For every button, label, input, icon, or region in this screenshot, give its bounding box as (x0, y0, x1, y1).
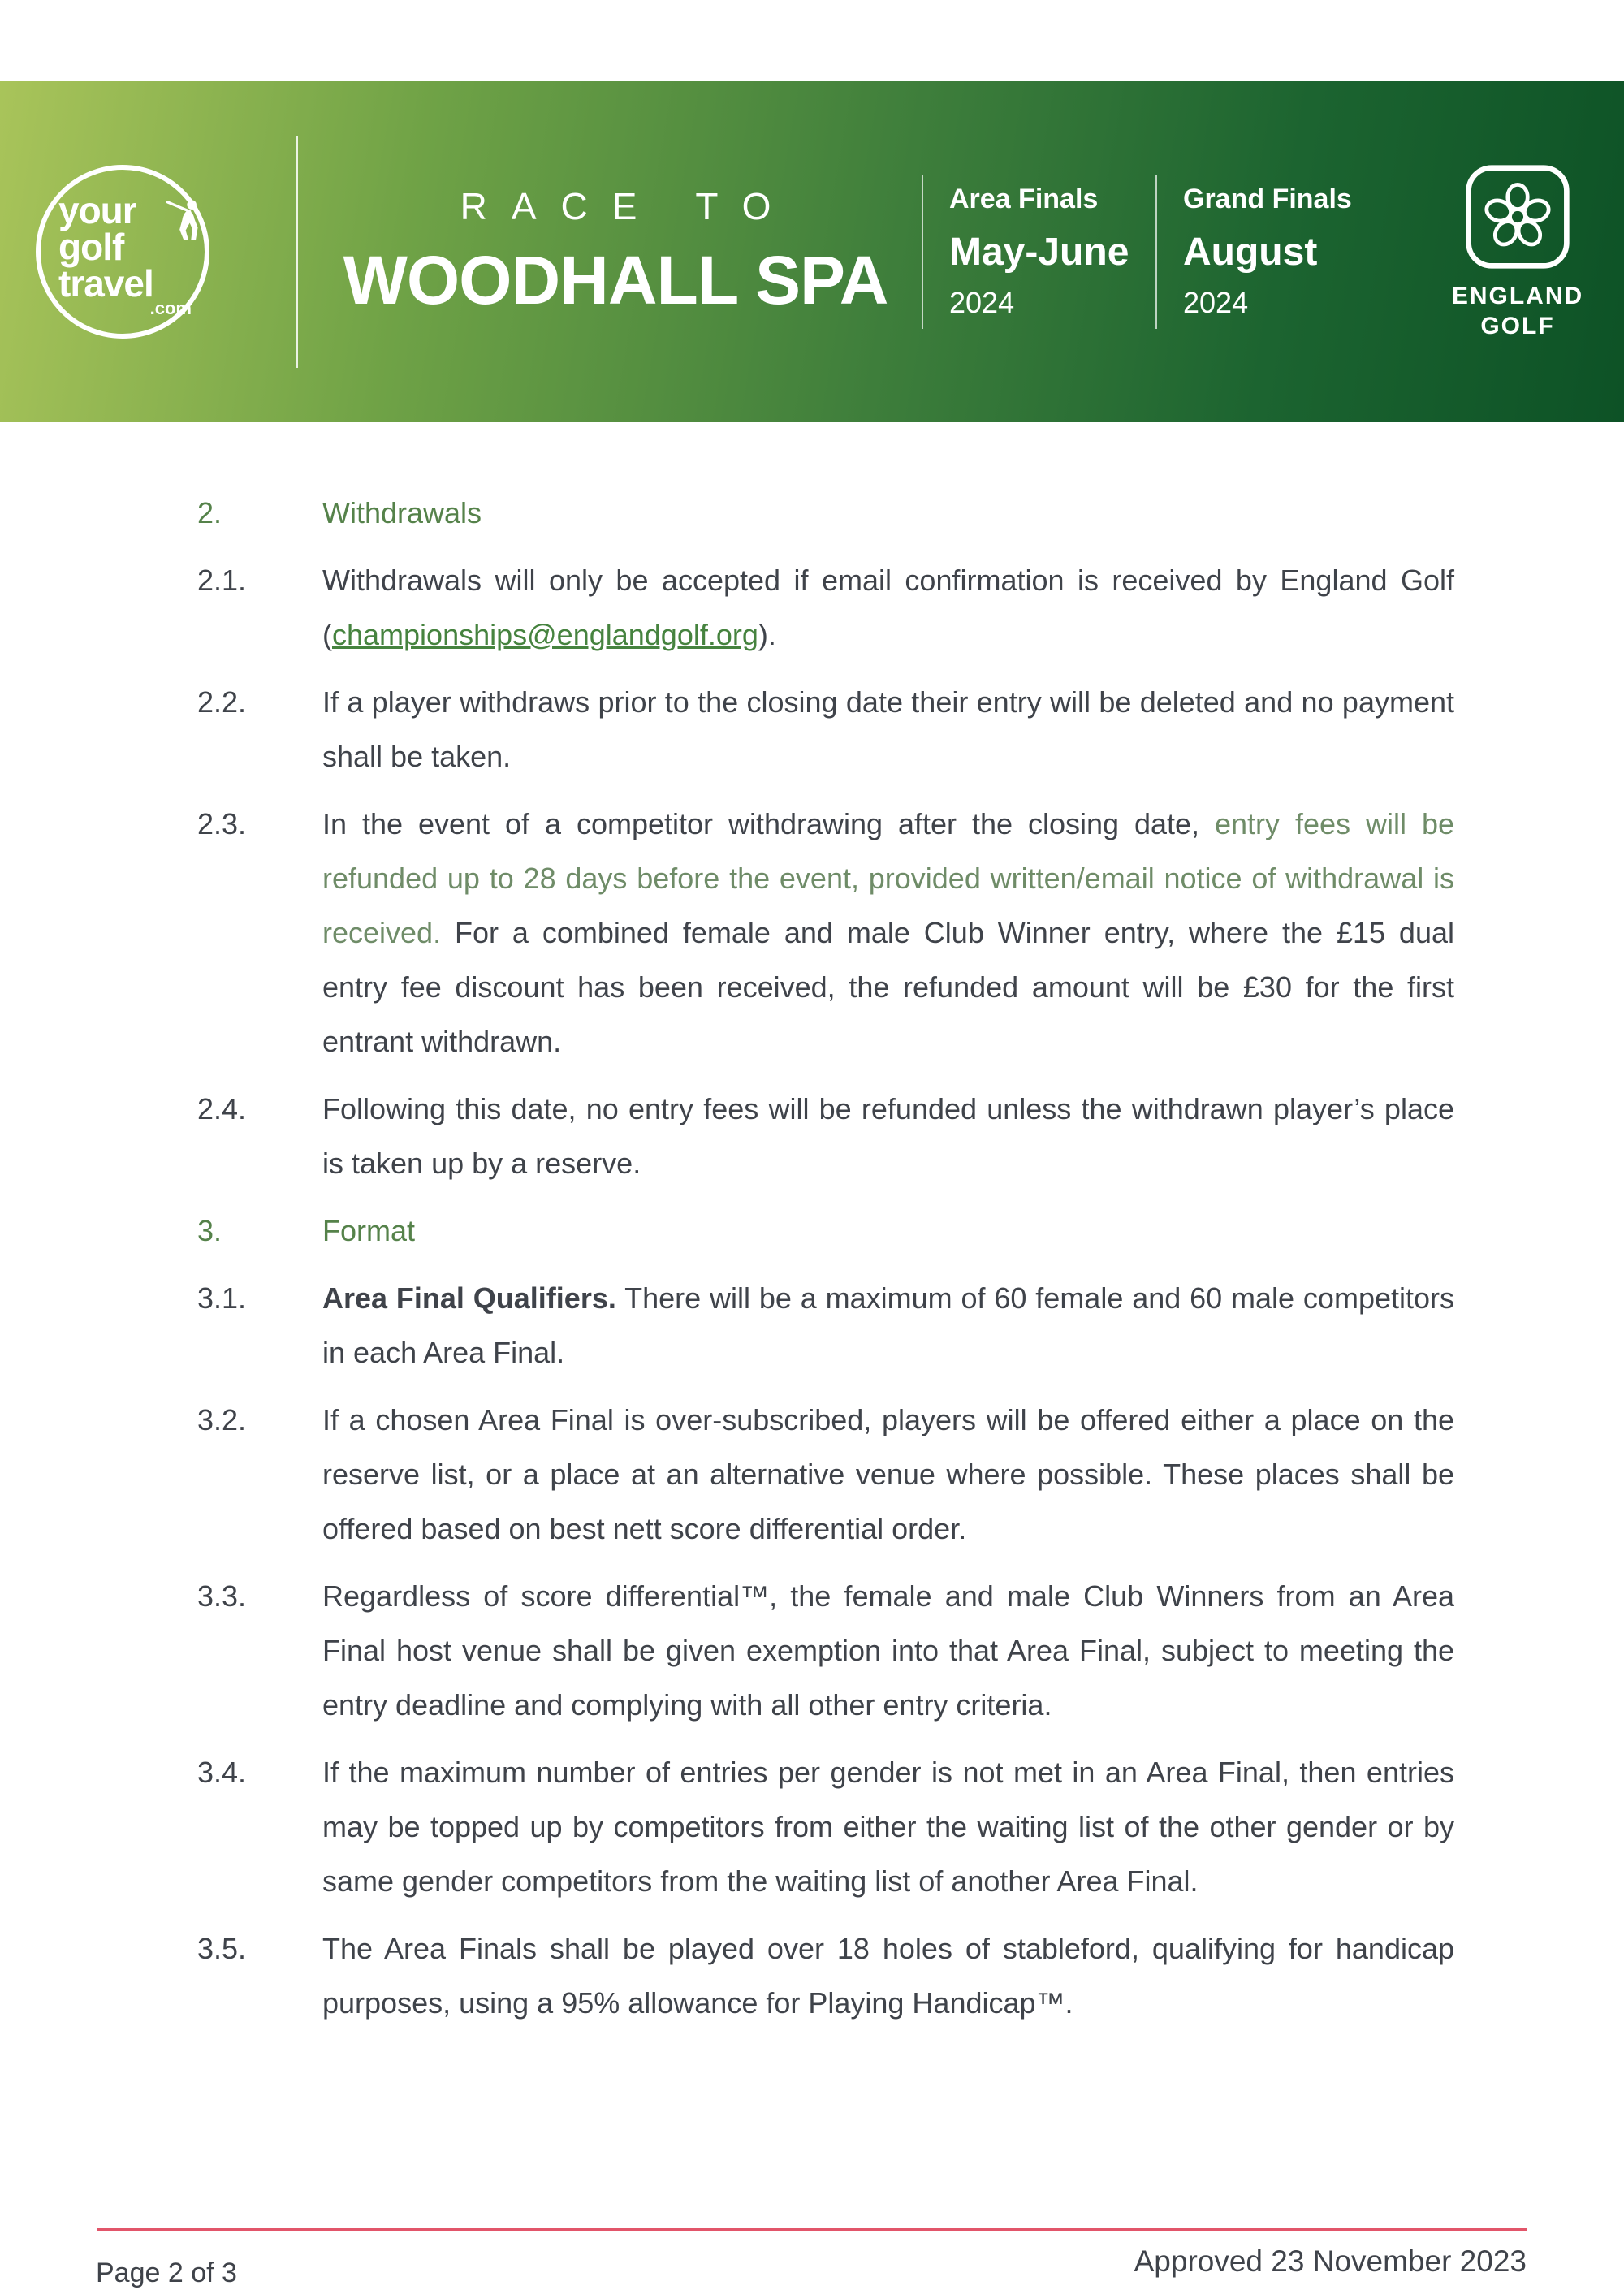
clause-number: 3.4. (197, 1756, 247, 1789)
clause-text (322, 553, 1454, 662)
golfer-icon (161, 197, 208, 244)
document-body (197, 486, 1454, 2043)
england-golf-logo (1449, 163, 1587, 341)
clause-text (322, 1745, 1454, 1908)
text-segment: Withdrawals will only be accepted if email confirmation is received by England Golf ( (322, 564, 1454, 651)
clause-text (322, 797, 1454, 1069)
event-period: August (1183, 231, 1318, 274)
event-title-block (335, 184, 896, 320)
clause-3-5 (197, 1921, 1454, 2030)
clause-number: 3.2. (197, 1403, 247, 1436)
england-golf-rose-icon (1464, 163, 1571, 270)
section-heading-withdrawals (197, 486, 1454, 540)
clause-text (322, 1921, 1454, 2030)
approved-date: Approved 23 November 2023 (1134, 2244, 1527, 2278)
text-segment: ). (758, 618, 776, 651)
clause-text (322, 1569, 1454, 1732)
your-golf-travel-logo (36, 165, 209, 339)
clause-3-1 (197, 1271, 1454, 1380)
logo-word: travel (58, 262, 153, 305)
race-to-text: RACE TO (460, 184, 796, 227)
text-segment: Following this date, no entry fees will be refunded unless the withdrawn player’s place is taken up by a reserve. (322, 1092, 1454, 1180)
email-link[interactable]: championships@englandgolf.org (332, 618, 758, 651)
footer-rule (97, 2228, 1527, 2231)
clause-2-4 (197, 1082, 1454, 1190)
area-finals-column (949, 184, 1129, 320)
banner-divider (922, 175, 923, 329)
clause-number: 3.3. (197, 1579, 247, 1613)
clause-2-3 (197, 797, 1454, 1069)
event-title: WOODHALL SPA (343, 241, 888, 318)
clause-2-2 (197, 675, 1454, 784)
banner-divider (1155, 175, 1157, 329)
bold-lead-text: Area Final Qualifiers. (322, 1281, 616, 1315)
amended-text-segment: entry fees will be refunded up to 28 days before the event, provided written/email notice of withdrawal is received. (322, 807, 1454, 949)
england-golf-name: ENGLAND GOLF (1451, 282, 1584, 339)
clause-number: 3.1. (197, 1281, 247, 1315)
text-segment: Regardless of score differential™, the female and male Club Winners from an Area Final host venue shall be given exemption into that Area Final, subject to meeting the entry deadline and complying with all other entry criteria. (322, 1579, 1454, 1722)
section-number: 2. (197, 496, 222, 529)
event-period: May-June (949, 231, 1129, 274)
clause-text (322, 1271, 1454, 1380)
clause-number: 2.1. (197, 564, 247, 597)
event-label: Grand Finals (1183, 184, 1352, 214)
event-label: Area Finals (949, 184, 1099, 214)
logo-word: golf (58, 226, 124, 268)
text-segment: There will be a maximum of 60 female and 60 male competitors in each Area Final. (322, 1281, 1454, 1369)
section-title: Format (322, 1214, 416, 1247)
text-segment: In the event of a competitor withdrawing after the closing date, (322, 807, 1216, 840)
clause-number: 2.2. (197, 685, 247, 719)
event-year: 2024 (1183, 286, 1249, 319)
logo-tld: .com (149, 298, 192, 318)
page-number: Page 2 of 3 (96, 2257, 237, 2288)
section-heading-format (197, 1203, 1454, 1258)
banner (0, 81, 1624, 422)
clause-number: 3.5. (197, 1932, 247, 1965)
clause-3-2 (197, 1393, 1454, 1556)
text-segment: The Area Finals shall be played over 18 holes of stableford, qualifying for handicap purposes, using a 95% allowance for Playing Handicap™. (322, 1932, 1454, 2020)
clause-text (322, 1393, 1454, 1556)
grand-finals-column (1183, 184, 1363, 320)
section-title: Withdrawals (322, 496, 482, 529)
text-segment: If a chosen Area Final is over-subscribed, players will be offered either a place on the reserve list, or a place at an alternative venue where possible. These places shall be offered based on best nett score differential order. (322, 1403, 1454, 1545)
logo-word: your (58, 189, 136, 231)
clause-3-4 (197, 1745, 1454, 1908)
clause-2-1 (197, 553, 1454, 662)
text-segment: For a combined female and male Club Winner entry, where the £15 dual entry fee discount has been received, the refunded amount will be £30 for the first entrant withdrawn. (322, 916, 1454, 1058)
text-segment: If the maximum number of entries per gender is not met in an Area Final, then entries may be topped up by competitors from either the waiting list of the other gender or by same gender competitors from the waiting list of another Area Final. (322, 1756, 1454, 1898)
section-number: 3. (197, 1214, 222, 1247)
clause-text (322, 675, 1454, 784)
clause-number: 2.4. (197, 1092, 247, 1125)
banner-divider (296, 136, 298, 368)
clause-text (322, 1082, 1454, 1190)
text-segment: If a player withdraws prior to the closing date their entry will be deleted and no payment shall be taken. (322, 685, 1454, 773)
logo-wordmark (58, 189, 153, 305)
event-year: 2024 (949, 286, 1015, 319)
clause-number: 2.3. (197, 807, 247, 840)
clause-3-3 (197, 1569, 1454, 1732)
